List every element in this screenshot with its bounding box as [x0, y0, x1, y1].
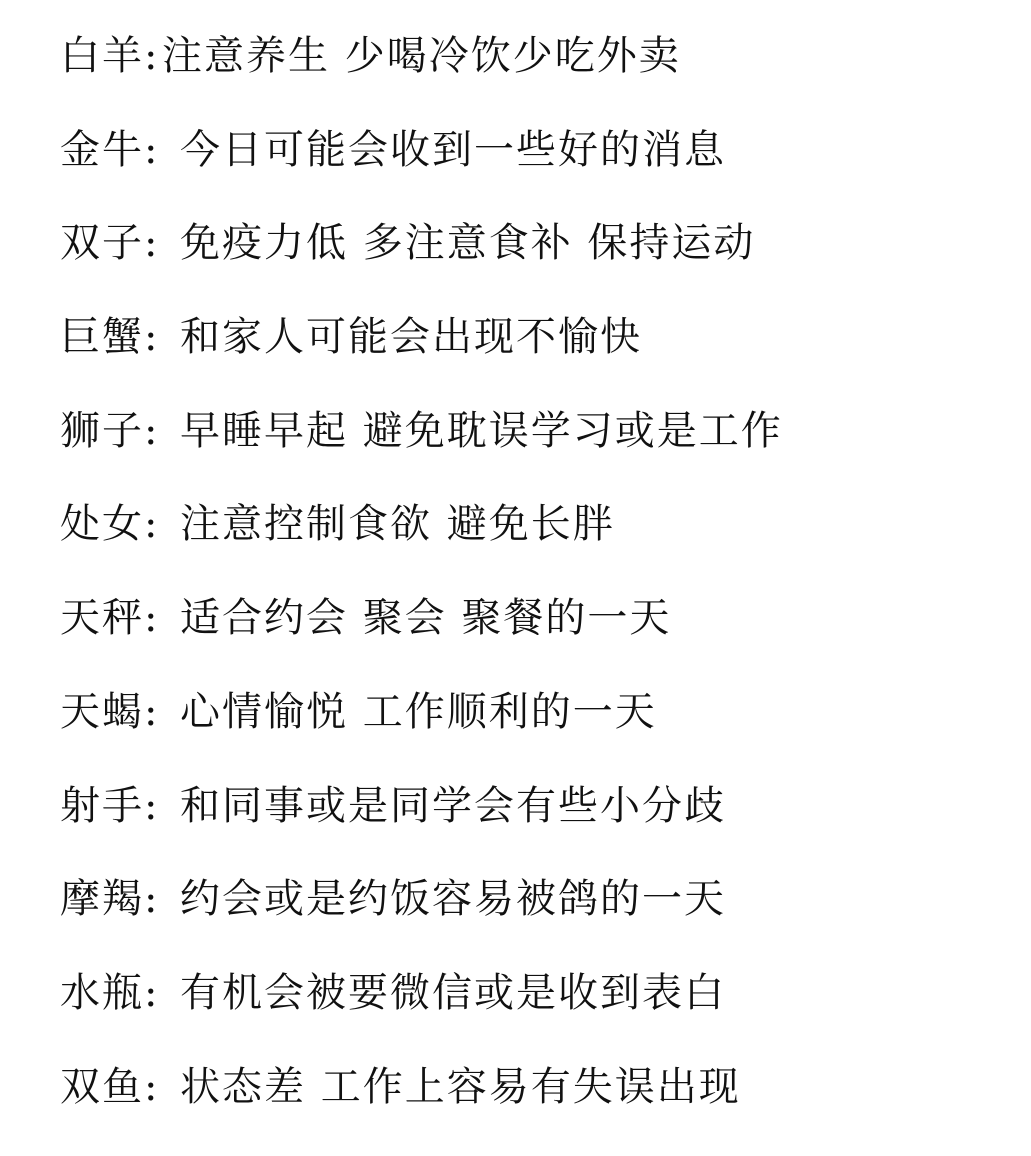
sign-name: 狮子: [60, 407, 144, 454]
horoscope-line-aries: [60, 28, 1020, 122]
sign-separator: :: [144, 220, 160, 267]
horoscope-line-sagittarius: [60, 778, 1020, 872]
horoscope-line-virgo: [60, 496, 1020, 590]
horoscope-text: 免疫力低 多注意食补 保持运动: [180, 220, 756, 267]
horoscope-line-cancer: [60, 309, 1020, 403]
horoscope-text: 适合约会 聚会 聚餐的一天: [180, 595, 672, 642]
sign-separator: :: [144, 407, 160, 454]
sign-name: 巨蟹: [60, 314, 144, 361]
horoscope-text: 注意养生 少喝冷饮少吃外卖: [162, 33, 681, 79]
horoscope-line-taurus: [60, 122, 1020, 216]
horoscope-line-gemini: [60, 215, 1020, 309]
horoscope-line-leo: [60, 403, 1020, 497]
horoscope-line-aquarius: [60, 965, 1020, 1059]
sign-separator: :: [144, 782, 160, 829]
sign-name: 摩羯: [60, 876, 144, 923]
sign-separator: :: [144, 501, 160, 548]
sign-name: 双子: [60, 220, 144, 267]
sign-separator: :: [144, 595, 160, 642]
horoscope-line-scorpio: [60, 684, 1020, 778]
sign-separator: :: [144, 969, 160, 1016]
sign-separator: :: [144, 688, 160, 735]
sign-name: 水瓶: [60, 969, 144, 1016]
horoscope-line-pisces: [60, 1059, 1020, 1153]
horoscope-list: [60, 28, 1020, 1152]
horoscope-text: 约会或是约饭容易被鸽的一天: [180, 876, 726, 923]
sign-name: 金牛: [60, 126, 144, 173]
sign-separator: :: [144, 314, 160, 361]
horoscope-text: 和家人可能会出现不愉快: [180, 314, 642, 361]
sign-name: 处女: [60, 501, 144, 548]
horoscope-text: 注意控制食欲 避免长胖: [180, 501, 615, 548]
sign-separator: :: [144, 1063, 160, 1110]
sign-separator: :: [144, 126, 160, 173]
sign-name: 天秤: [60, 595, 144, 642]
sign-name: 射手: [60, 782, 144, 829]
horoscope-text: 有机会被要微信或是收到表白: [180, 969, 726, 1016]
horoscope-text: 心情愉悦 工作顺利的一天: [180, 688, 657, 735]
sign-separator: :: [144, 33, 160, 79]
horoscope-text: 状态差 工作上容易有失误出现: [180, 1063, 741, 1110]
sign-name: 白羊: [60, 33, 144, 79]
sign-separator: :: [144, 876, 160, 923]
sign-name: 双鱼: [60, 1063, 144, 1110]
sign-name: 天蝎: [60, 688, 144, 735]
horoscope-text: 早睡早起 避免耽误学习或是工作: [180, 407, 783, 454]
horoscope-text: 和同事或是同学会有些小分歧: [180, 782, 726, 829]
horoscope-line-libra: [60, 590, 1020, 684]
horoscope-line-capricorn: [60, 871, 1020, 965]
horoscope-text: 今日可能会收到一些好的消息: [180, 126, 726, 173]
